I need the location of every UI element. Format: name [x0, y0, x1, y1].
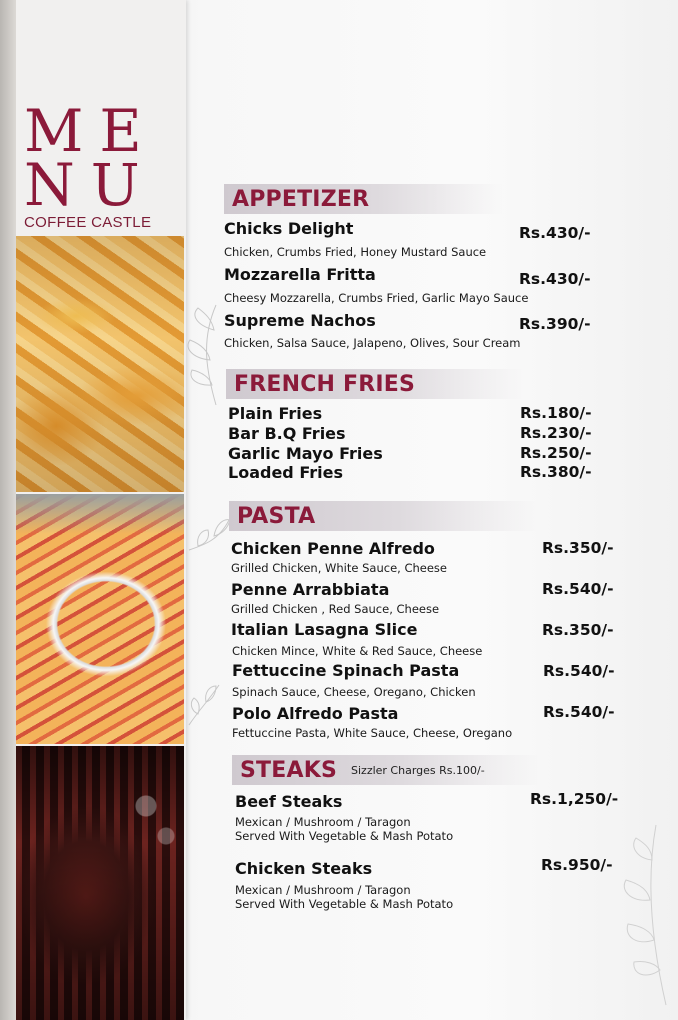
item-name-garlic-mayo-fries: Garlic Mayo Fries	[228, 444, 383, 463]
item-name-mozzarella-fritta: Mozzarella Fritta	[224, 265, 376, 284]
item-name-loaded-fries: Loaded Fries	[228, 463, 343, 482]
item-name-chicken-steaks: Chicken Steaks	[235, 859, 373, 878]
menu-title-line1: ME	[24, 97, 158, 165]
item-price-beef-steaks: Rs.1,250/-	[530, 790, 619, 808]
item-name-fettuccine-spinach-pasta: Fettuccine Spinach Pasta	[232, 661, 460, 680]
item-name-penne-arrabbiata: Penne Arrabbiata	[231, 580, 390, 599]
item-price-supreme-nachos: Rs.390/-	[519, 315, 591, 333]
leaf-branch-icon	[606, 820, 676, 1010]
item-price-polo-alfredo-pasta: Rs.540/-	[543, 703, 615, 721]
section-title-pasta: PASTA	[229, 501, 537, 531]
item-name-bbq-fries: Bar B.Q Fries	[228, 424, 346, 443]
leaf-branch-icon	[184, 510, 234, 570]
item-name-italian-lasagna-slice: Italian Lasagna Slice	[231, 620, 418, 639]
cafe-name: COFFEE CASTLE	[24, 214, 152, 231]
steak-photo	[16, 746, 184, 1020]
item-name-chicks-delight: Chicks Delight	[224, 219, 354, 238]
item-desc-fettuccine-spinach-pasta: Spinach Sauce, Cheese, Oregano, Chicken	[232, 685, 476, 699]
item-desc-supreme-nachos: Chicken, Salsa Sauce, Jalapeno, Olives, Sour Cream	[224, 336, 521, 350]
item-price-garlic-mayo-fries: Rs.250/-	[520, 444, 592, 462]
item-name-polo-alfredo-pasta: Polo Alfredo Pasta	[232, 704, 399, 723]
item-price-chicken-penne-alfredo: Rs.350/-	[542, 539, 614, 557]
item-price-bbq-fries: Rs.230/-	[520, 424, 592, 442]
section-title-steaks	[232, 755, 540, 785]
item-name-beef-steaks: Beef Steaks	[235, 792, 343, 811]
leaf-branch-icon	[184, 680, 224, 730]
item-price-fettuccine-spinach-pasta: Rs.540/-	[543, 662, 615, 680]
item-desc-chicken-penne-alfredo: Grilled Chicken, White Sauce, Cheese	[231, 561, 447, 575]
item-price-chicks-delight: Rs.430/-	[519, 224, 591, 242]
item-price-plain-fries: Rs.180/-	[520, 404, 592, 422]
item-desc-penne-arrabbiata: Grilled Chicken , Red Sauce, Cheese	[231, 602, 440, 616]
sizzler-charges-note: Sizzler Charges Rs.100/-	[351, 763, 485, 777]
item-name-supreme-nachos: Supreme Nachos	[224, 311, 376, 330]
left-column	[0, 0, 186, 1020]
item-desc-italian-lasagna-slice: Chicken Mince, White & Red Sauce, Cheese	[232, 644, 483, 658]
item-name-chicken-penne-alfredo: Chicken Penne Alfredo	[231, 539, 435, 558]
binding-spine	[0, 0, 16, 1020]
item-desc-polo-alfredo-pasta: Fettuccine Pasta, White Sauce, Cheese, Oregano	[232, 726, 513, 740]
item-desc-chicks-delight: Chicken, Crumbs Fried, Honey Mustard Sauce	[224, 245, 487, 259]
item-desc-beef-steaks-served: Served With Vegetable & Mash Potato	[235, 829, 454, 843]
item-price-loaded-fries: Rs.380/-	[520, 463, 592, 481]
item-name-plain-fries: Plain Fries	[228, 404, 323, 423]
item-desc-chicken-steaks-served: Served With Vegetable & Mash Potato	[235, 897, 454, 911]
section-title-french-fries: FRENCH FRIES	[226, 369, 524, 399]
item-desc-beef-steaks-options: Mexican / Mushroom / Taragon	[235, 815, 411, 829]
pasta-photo	[16, 494, 184, 744]
section-title-appetizer: APPETIZER	[224, 184, 502, 214]
item-price-mozzarella-fritta: Rs.430/-	[519, 270, 591, 288]
loaded-fries-photo	[16, 236, 184, 492]
section-title-steaks-text: STEAKS	[240, 757, 337, 783]
menu-title-line2: NU	[24, 151, 156, 219]
brand-block	[24, 97, 174, 231]
item-price-penne-arrabbiata: Rs.540/-	[542, 580, 614, 598]
item-desc-chicken-steaks-options: Mexican / Mushroom / Taragon	[235, 883, 411, 897]
item-price-chicken-steaks: Rs.950/-	[541, 856, 613, 874]
item-price-italian-lasagna-slice: Rs.350/-	[542, 621, 614, 639]
item-desc-mozzarella-fritta: Cheesy Mozzarella, Crumbs Fried, Garlic Mayo Sauce	[224, 291, 529, 305]
